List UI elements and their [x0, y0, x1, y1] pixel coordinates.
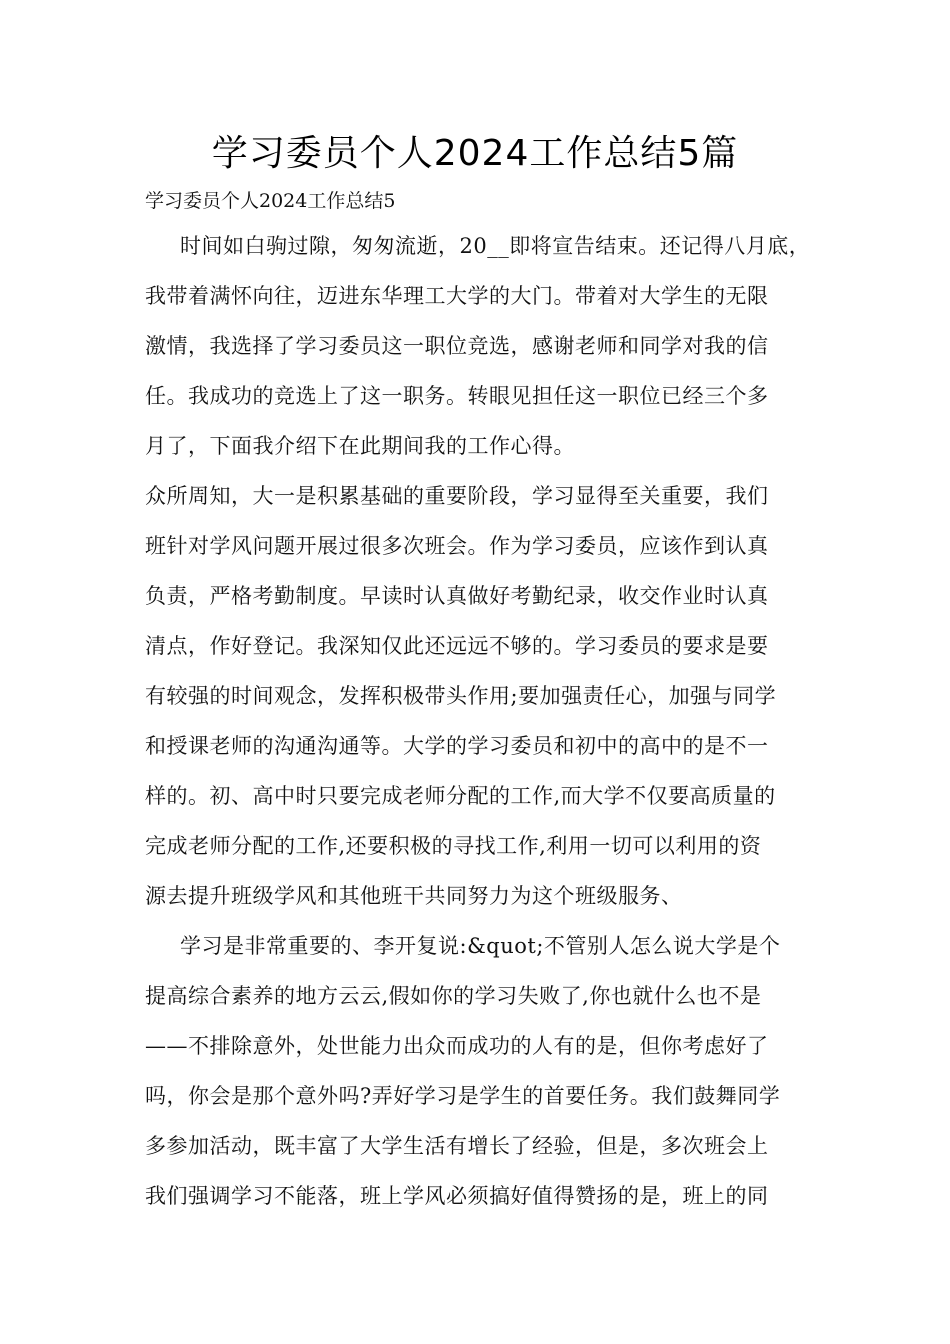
text-line: 吗，你会是那个意外吗?弄好学习是学生的首要任务。我们鼓舞同学 — [145, 1084, 781, 1108]
document-subtitle: 学习委员个人2024工作总结5 — [145, 190, 396, 212]
text-line: 我带着满怀向往，迈进东华理工大学的大门。带着对大学生的无限 — [145, 284, 769, 308]
text-line: 众所周知，大一是积累基础的重要阶段，学习显得至关重要，我们 — [145, 484, 769, 508]
text-line: 任。我成功的竞选上了这一职务。转眼见担任这一职位已经三个多 — [145, 384, 769, 408]
text-line: 清点，作好登记。我深知仅此还远远不够的。学习委员的要求是要 — [145, 634, 769, 658]
text-line: 时间如白驹过隙，匆匆流逝，20__即将宣告结束。还记得八月底， — [180, 234, 811, 258]
text-line: 样的。初、高中时只要完成老师分配的工作,而大学不仅要高质量的 — [145, 784, 776, 808]
text-line: 我们强调学习不能落，班上学风必须搞好值得赞扬的是，班上的同 — [145, 1184, 769, 1208]
document-title: 学习委员个人2024工作总结5篇 — [211, 133, 739, 174]
text-line: 负责，严格考勤制度。早读时认真做好考勤纪录，收交作业时认真 — [145, 584, 769, 608]
text-line: ——不排除意外，处世能力出众而成功的人有的是，但你考虑好了 — [145, 1034, 769, 1058]
text-line: 班针对学风问题开展过很多次班会。作为学习委员，应该作到认真 — [145, 534, 769, 558]
text-line: 月了，下面我介绍下在此期间我的工作心得。 — [145, 434, 575, 458]
text-line: 激情，我选择了学习委员这一职位竞选，感谢老师和同学对我的信 — [145, 334, 769, 358]
text-line: 提高综合素养的地方云云,假如你的学习失败了,你也就什么也不是 — [145, 984, 762, 1008]
text-line: 完成老师分配的工作,还要积极的寻找工作,利用一切可以利用的资 — [145, 834, 762, 858]
text-line: 源去提升班级学风和其他班干共同努力为这个班级服务、 — [145, 884, 683, 908]
text-line: 多参加活动，既丰富了大学生活有增长了经验，但是，多次班会上 — [145, 1134, 769, 1158]
text-line: 有较强的时间观念，发挥积极带头作用;要加强责任心，加强与同学 — [145, 684, 777, 708]
text-line: 学习是非常重要的、李开复说:&quot;不管别人怎么说大学是个 — [180, 934, 781, 958]
text-line: 和授课老师的沟通沟通等。大学的学习委员和初中的高中的是不一 — [145, 734, 769, 758]
